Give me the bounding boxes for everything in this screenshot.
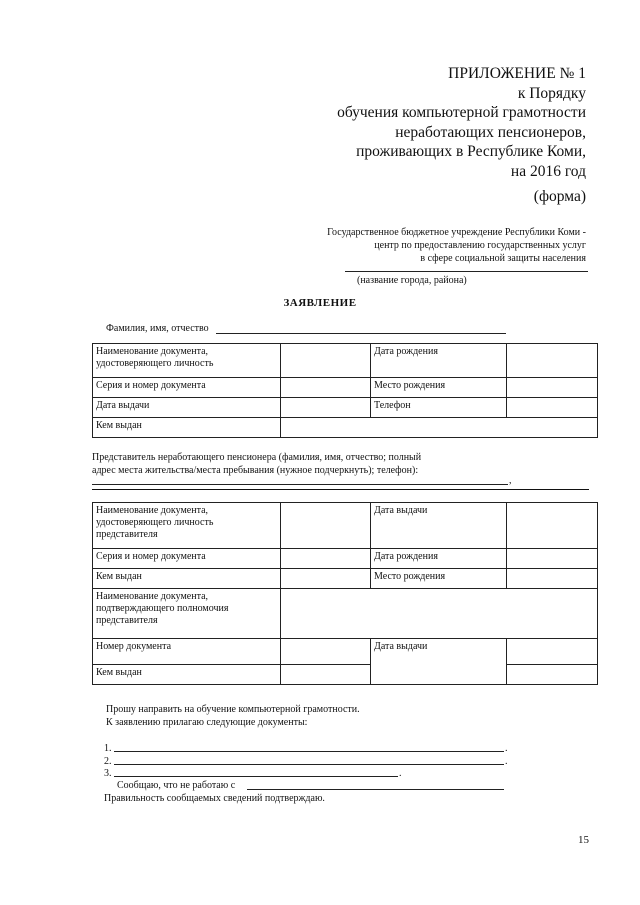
representative-field-line[interactable] [92,484,508,485]
appendix-line: на 2016 год [510,162,586,180]
representative-line: Представитель неработающего пенсионера (фамилия, имя, отчество; полный [92,452,422,463]
rep-series-number-field[interactable] [281,549,371,569]
item-number: 2. [104,756,112,767]
birth-date-field[interactable] [507,344,598,378]
request-text: Прошу направить на обучение компьютерной грамотности. [106,704,360,715]
city-caption: (название города, района) [357,275,467,286]
addressee-line: центр по предоставлению государственных услуг [374,240,586,251]
series-number-label: Серия и номер документа [93,378,281,398]
form-label: (форма) [533,188,586,205]
authority-doc-field[interactable] [281,589,598,639]
pensioner-document-table [92,343,598,438]
attachment-field-3[interactable] [114,776,398,777]
item-number: 1. [104,743,112,754]
issued-by-field[interactable] [281,418,598,438]
issue-date2-field-lower[interactable] [507,665,598,685]
doc-number-label: Номер документа [93,639,281,665]
doc-name-label: Наименование документа, удостоверяющего личность [93,344,281,378]
confirm-text: Правильность сообщаемых сведений подтверждаю. [104,793,325,804]
addressee-line: в сфере социальной защиты населения [420,253,586,264]
authority-doc-label: Наименование документа, подтверждающего полномочия представителя [93,589,281,639]
page-number: 15 [578,834,589,846]
birth-date-label: Дата рождения [371,344,507,378]
city-field-line[interactable] [345,271,588,272]
appendix-line: неработающих пенсионеров, [395,123,586,141]
appendix-title: ПРИЛОЖЕНИЕ № 1 [448,65,586,82]
doc-number-field[interactable] [281,639,371,665]
rep-birth-date-label: Дата рождения [371,549,507,569]
fio-field-line[interactable] [216,333,506,334]
rep-birth-date-field[interactable] [507,549,598,569]
birth-place-field[interactable] [507,378,598,398]
issued-by-label: Кем выдан [93,418,281,438]
issued-by2-field[interactable] [281,665,371,685]
appendix-header [337,64,586,181]
representative-field-line-2[interactable] [92,489,589,490]
attachment-field-2[interactable] [114,764,504,765]
attachment-field-1[interactable] [114,751,504,752]
rep-issue-date-label: Дата выдачи [371,503,507,549]
not-working-date-field[interactable] [247,789,504,790]
appendix-line: к Порядку [517,84,586,102]
issue-date2-field[interactable] [507,639,598,665]
rep-doc-name-label: Наименование документа, удостоверяющего личность представителя [93,503,281,549]
issued-by2-label: Кем выдан [93,665,281,685]
representative-line: адрес места жительства/места пребывания (нужное подчеркнуть); телефон): [92,465,419,476]
representative-document-table [92,502,598,685]
appendix-line: обучения компьютерной грамотности [337,104,586,121]
addressee-block [327,226,586,265]
attach-text: К заявлению прилагаю следующие документы: [106,717,308,728]
item-dot: . [505,743,508,754]
rep-birth-place-label: Место рождения [371,569,507,589]
phone-label: Телефон [371,398,507,418]
rep-issue-date-field[interactable] [507,503,598,549]
representative-text [92,451,421,477]
appendix-line: проживающих в Республике Коми, [356,143,586,160]
rep-issued-by-label: Кем выдан [93,569,281,589]
rep-doc-name-field[interactable] [281,503,371,549]
representative-comma: , [509,475,512,486]
fio-label: Фамилия, имя, отчество [106,323,209,334]
addressee-line: Государственное бюджетное учреждение Республики Коми - [327,227,586,238]
item-number: 3. [104,768,112,779]
doc-name-field[interactable] [281,344,371,378]
item-dot: . [399,768,402,779]
rep-series-number-label: Серия и номер документа [93,549,281,569]
rep-issued-by-field[interactable] [281,569,371,589]
item-dot: . [505,756,508,767]
issue-date2-label: Дата выдачи [371,639,507,685]
series-number-field[interactable] [281,378,371,398]
rep-birth-place-field[interactable] [507,569,598,589]
birth-place-label: Место рождения [371,378,507,398]
document-title: ЗАЯВЛЕНИЕ [283,297,357,309]
issue-date-field[interactable] [281,398,371,418]
issue-date-label: Дата выдачи [93,398,281,418]
phone-field[interactable] [507,398,598,418]
not-working-text: Сообщаю, что не работаю с [117,780,236,791]
